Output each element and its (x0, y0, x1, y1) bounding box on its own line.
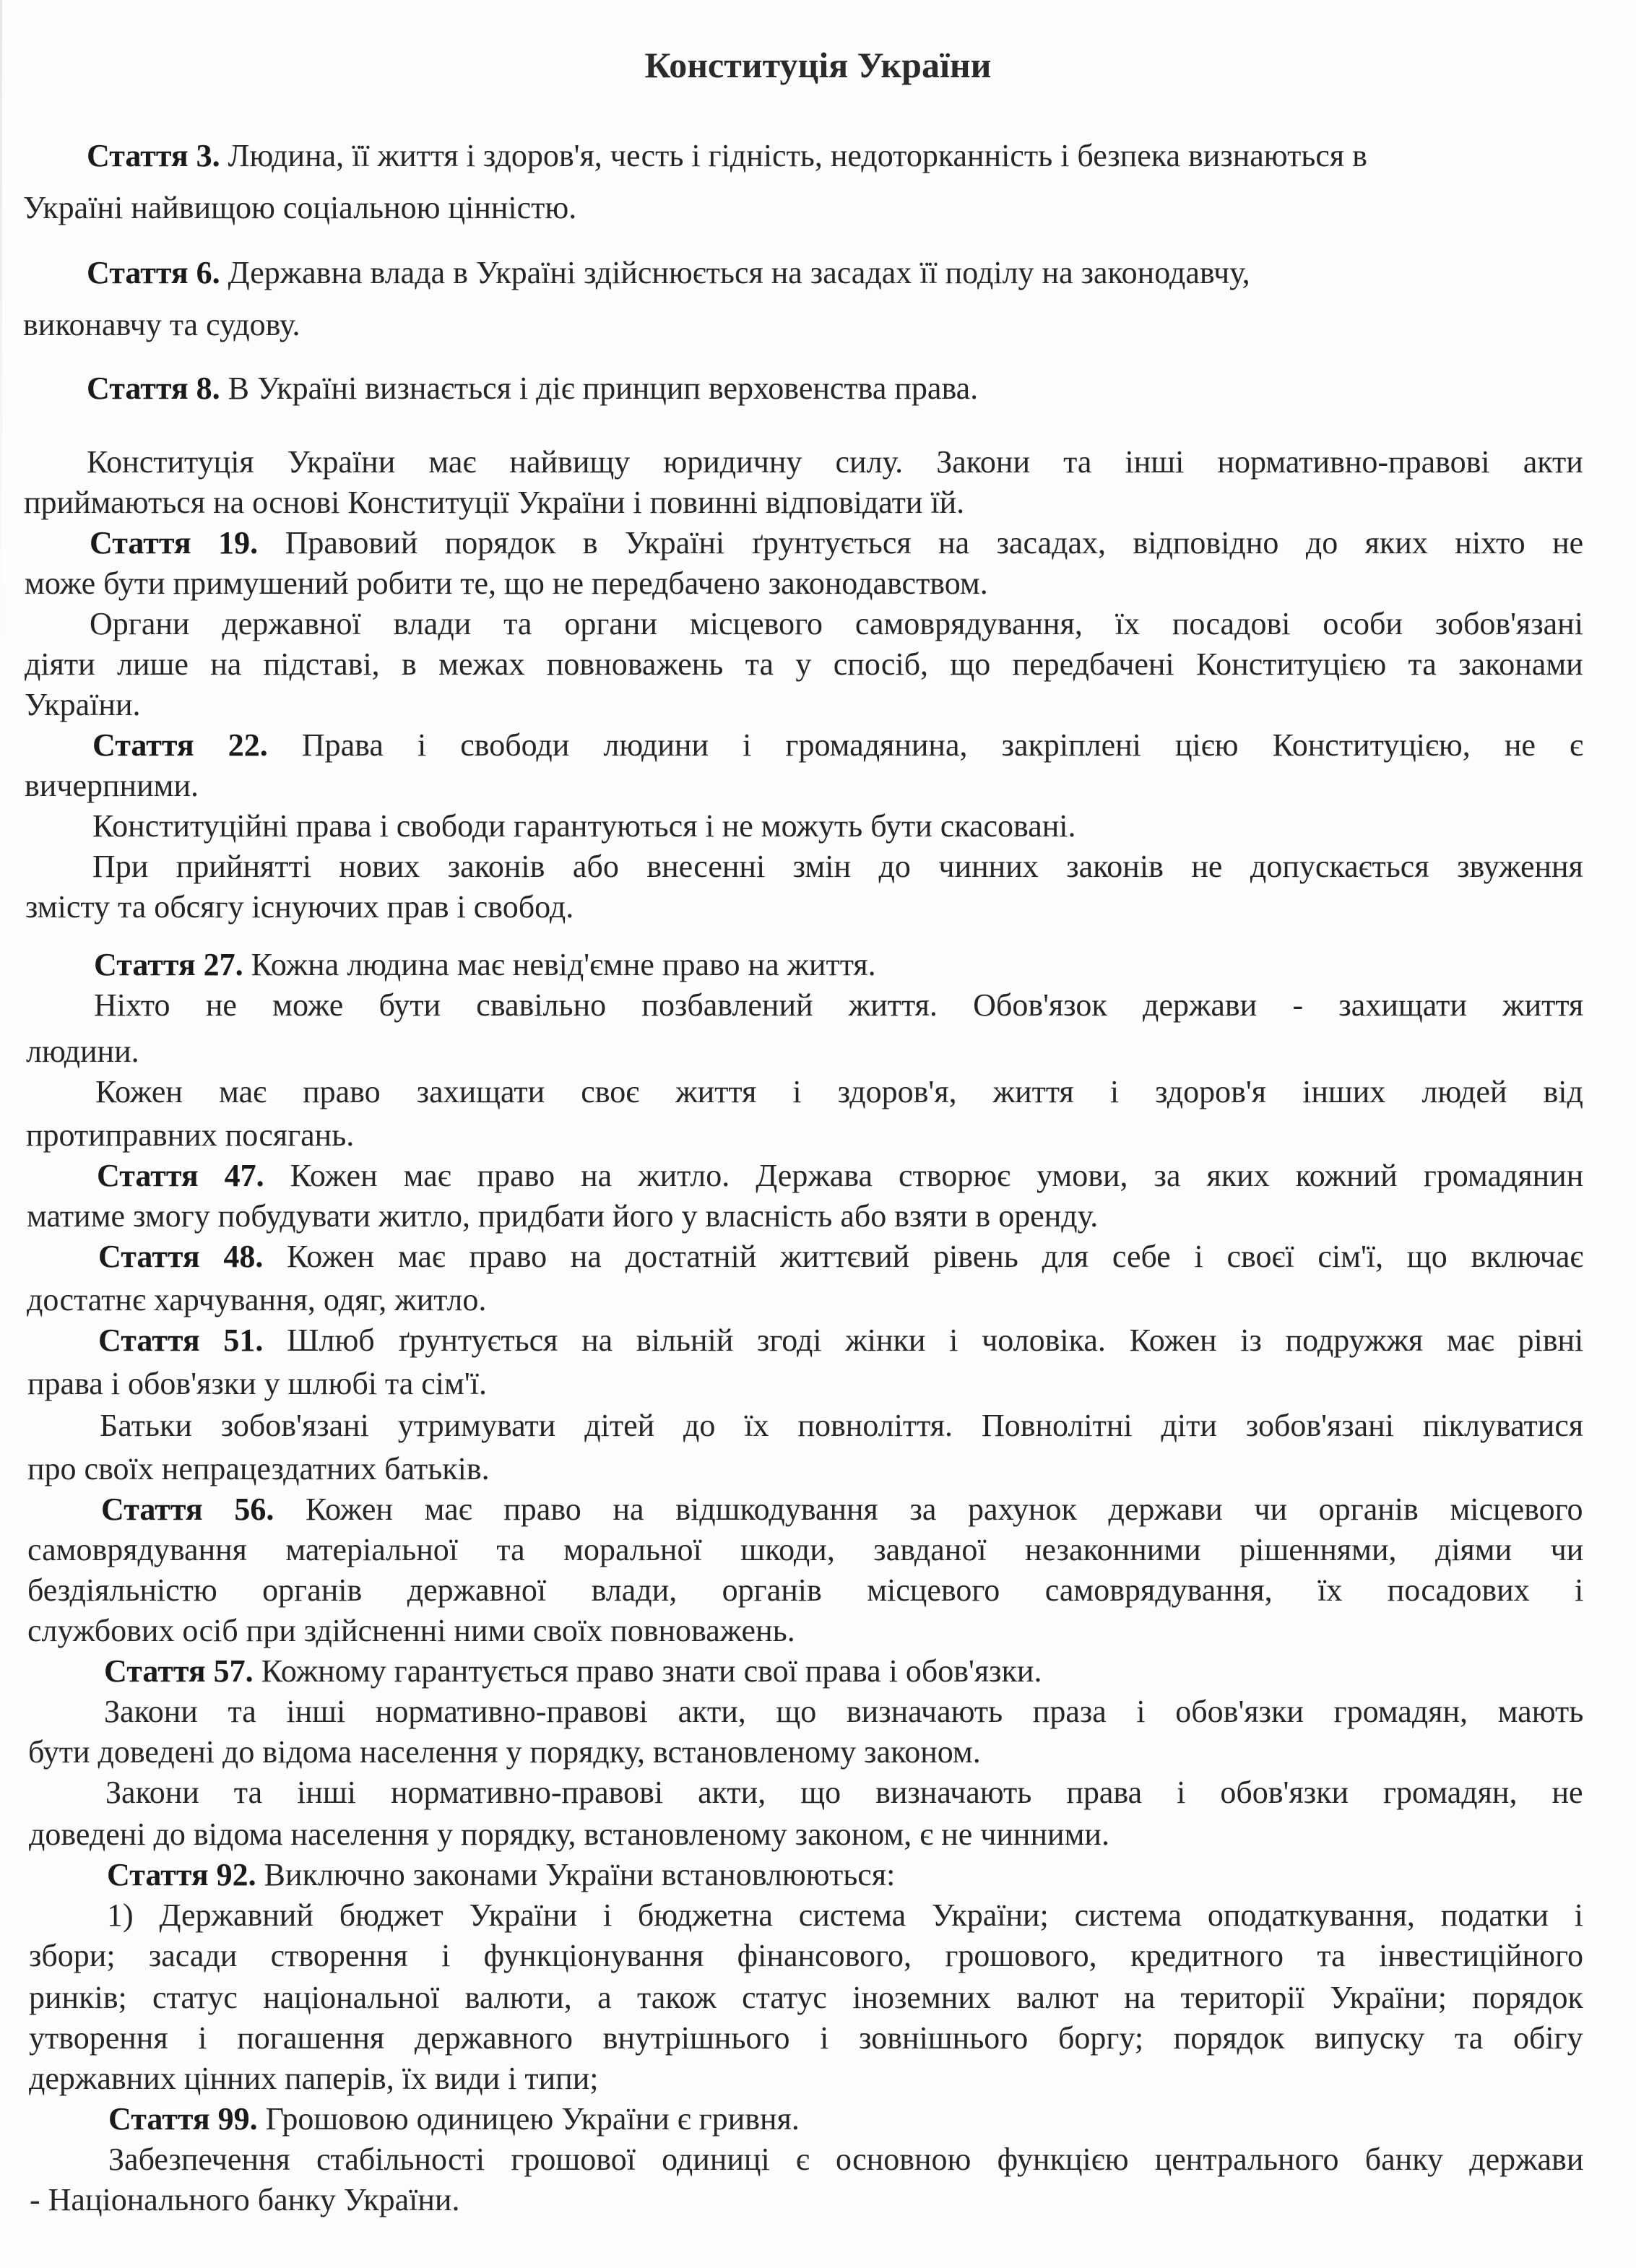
paragraph-text: Ніхто не може бути свавільно позбавлений життя. Обов'язок держави - захищати життя (94, 987, 1584, 1023)
paragraph-line (30, 2181, 459, 2219)
paragraph-text: збори; засади створення і функціонування фінансового, грошового, кредитного та інвестиційного (29, 1938, 1583, 1973)
paragraph-first-line (105, 1774, 1583, 1812)
paragraph-first-line (97, 1157, 1583, 1195)
paragraph-first-line (101, 1491, 1583, 1528)
article-label: Стаття 92. (107, 1857, 256, 1892)
paragraph-text: Україні найвищою соціальною цінністю. (23, 190, 577, 225)
paragraph-line (29, 2060, 599, 2098)
paragraph-first-line (87, 137, 1367, 175)
paragraph-text: самоврядування матеріальної та моральної шкоди, завданої незаконними рішеннями, діями чи (27, 1532, 1584, 1567)
paragraph-text: Кожен має право захищати своє життя і здоров'я, життя і здоров'я інших людей від (95, 1074, 1583, 1109)
paragraph-first-line (92, 808, 1076, 845)
article-label: Стаття 56. (101, 1492, 274, 1527)
paragraph-text: бездіяльністю органів державної влади, органів місцевого самоврядування, їх посадових і (27, 1572, 1584, 1608)
paragraph-line (29, 1979, 1583, 2017)
article-label: Стаття 3. (87, 138, 220, 173)
paragraph-first-line (87, 443, 1583, 481)
paragraph-text: Грошовою одиницею України є гривня. (265, 2101, 800, 2137)
scan-edge (0, 0, 2, 650)
paragraph-text: діяти лише на підставі, в межах повноважень та у спосіб, що передбачені Конституцією та законами (25, 646, 1583, 682)
paragraph-text: Права і свободи людини і громадянина, закріплені цією Конституцією, не є (301, 727, 1583, 763)
paragraph-text: В Україні визнається і діє принцип верховенства права. (228, 371, 979, 406)
paragraph-first-line (92, 727, 1583, 764)
paragraph-text: Забезпечення стабільності грошової одиниці є основною функцією центрального банку держави (108, 2142, 1584, 2177)
paragraph-text: матиме змогу побудувати житло, придбати його у власність або взяти в оренду. (27, 1198, 1099, 1234)
paragraph-first-line (98, 1322, 1583, 1359)
paragraph-text: доведені до відома населення у порядку, встановленому законом, є не чинними. (29, 1817, 1109, 1852)
paragraph-line (29, 1816, 1109, 1853)
paragraph-line (27, 1365, 487, 1403)
paragraph-line (25, 686, 141, 724)
paragraph-text: приймаються на основі Конституції України і повинні відповідати їй. (24, 485, 965, 520)
paragraph-first-line (100, 1407, 1583, 1445)
paragraph-line (27, 1281, 486, 1319)
paragraph-first-line (98, 1238, 1583, 1276)
paragraph-text: Державна влада в Україні здійснюється на засадах її поділу на законодавчу, (228, 255, 1250, 290)
article-label: Стаття 6. (87, 255, 220, 290)
paragraph-first-line (90, 524, 1583, 562)
paragraph-first-line (87, 370, 978, 407)
article-label: Стаття 47. (97, 1158, 264, 1193)
paragraph-text: Шлюб ґрунтується на вільній згоді жінки і чоловіка. Кожен із подружжя має рівні (287, 1323, 1584, 1358)
paragraph-text: Кожному гарантується право знати свої права і обов'язки. (261, 1653, 1042, 1689)
article-label: Стаття 8. (87, 371, 220, 406)
paragraph-first-line (104, 1693, 1583, 1731)
paragraph-text: Кожна людина має невід'ємне право на життя. (251, 947, 876, 982)
paragraph-text: Закони та інші нормативно-правові акти, що визначають праза і обов'язки громадян, мають (104, 1694, 1584, 1729)
paragraph-line (25, 888, 574, 926)
article-label: Стаття 57. (104, 1653, 254, 1689)
paragraph-line (23, 306, 300, 344)
paragraph-text: людини. (26, 1034, 139, 1069)
paragraph-text: Виключно законами України встановлюються: (264, 1857, 896, 1892)
paragraph-line (29, 1937, 1583, 1975)
paragraph-text: Кожен має право на відшкодування за рахунок держави чи органів місцевого (306, 1492, 1583, 1527)
paragraph-line (29, 2020, 1583, 2057)
paragraph-first-line (95, 1073, 1583, 1111)
paragraph-line (25, 565, 988, 602)
paragraph-line (25, 646, 1583, 683)
article-label: Стаття 19. (90, 525, 259, 560)
paragraph-line (23, 189, 576, 227)
paragraph-text: Конституційні права і свободи гарантуються і не можуть бути скасовані. (92, 808, 1076, 844)
paragraph-first-line (107, 1897, 1583, 1934)
paragraph-line (27, 1531, 1583, 1569)
article-label: Стаття 51. (98, 1323, 264, 1358)
article-label: Стаття 48. (98, 1239, 264, 1274)
paragraph-first-line (107, 1856, 895, 1894)
paragraph-first-line (94, 946, 876, 984)
paragraph-text: При прийнятті нових законів або внесенні змін до чинних законів не допускається звуження (92, 849, 1583, 884)
paragraph-text: Правовий порядок в Україні ґрунтується на засадах, відповідно до яких ніхто не (285, 525, 1584, 560)
paragraph-text: вичерпними. (25, 768, 199, 803)
paragraph-text: 1) Державний бюджет України і бюджетна система України; система оподаткування, податки і (107, 1897, 1583, 1933)
paragraph-line (25, 767, 199, 805)
paragraph-text: права і обов'язки у шлюбі та сім'ї. (27, 1366, 488, 1401)
paragraph-line (27, 1450, 490, 1488)
paragraph-text: України. (25, 687, 141, 722)
paragraph-first-line (108, 2141, 1583, 2178)
paragraph-first-line (94, 987, 1583, 1024)
paragraph-line (27, 1198, 1098, 1235)
paragraph-text: змісту та обсягу існуючих прав і свобод. (25, 889, 574, 925)
paragraph-text: Батьки зобов'язані утримувати дітей до їх повноліття. Повнолітні діти зобов'язані піклуватися (100, 1408, 1584, 1443)
page-title: Конституція України (644, 45, 992, 85)
paragraph-text: Закони та інші нормативно-правові акти, що визначають права і обов'язки громадян, не (105, 1775, 1583, 1810)
paragraph-line (28, 1734, 981, 1771)
paragraph-text: службових осіб при здійсненні ними своїх повноважень. (27, 1613, 795, 1648)
paragraph-text: про своїх непрацездатних батьків. (27, 1451, 490, 1486)
article-label: Стаття 99. (108, 2101, 258, 2137)
paragraph-line (27, 1612, 795, 1650)
paragraph-text: Людина, її життя і здоров'я, честь і гідність, недоторканність і безпека визнаються в (228, 138, 1367, 173)
paragraph-text: утворення і погашення державного внутрішнього і зовнішнього боргу; порядок випуску та обігу (29, 2020, 1583, 2056)
paragraph-line (26, 1033, 139, 1070)
paragraph-text: ринків; статус національної валюти, а також статус іноземних валют на території України; порядок (29, 1980, 1583, 2015)
article-label: Стаття 22. (92, 727, 268, 763)
paragraph-line (27, 1572, 1583, 1609)
paragraph-first-line (92, 848, 1583, 886)
paragraph-first-line (87, 254, 1250, 292)
paragraph-line (24, 484, 964, 521)
paragraph-first-line (104, 1653, 1042, 1690)
paragraph-text: державних цінних паперів, їх види і типи; (29, 2061, 599, 2096)
paragraph-text: Органи державної влади та органи місцевого самоврядування, їх посадові особи зобов'язані (90, 606, 1583, 641)
paragraph-text: достатнє харчування, одяг, житло. (27, 1282, 487, 1317)
paragraph-text: виконавчу та судову. (23, 307, 300, 342)
paragraph-text: - Національного банку України. (30, 2182, 460, 2217)
paragraph-text: протиправних посягань. (26, 1117, 355, 1153)
paragraph-text: Конституція України має найвищу юридичну силу. Закони та інші нормативно-правові акти (87, 444, 1583, 480)
paragraph-first-line (90, 605, 1583, 643)
paragraph-text: Кожен має право на достатній життєвий рівень для себе і своєї сім'ї, що включає (287, 1239, 1584, 1274)
paragraph-text: Кожен має право на житло. Держава створює умови, за яких кожний громадянин (290, 1158, 1584, 1193)
paragraph-text: може бути примушений робити те, що не передбачено законодавством. (25, 566, 988, 601)
paragraph-line (26, 1117, 354, 1154)
paragraph-text: бути доведені до відома населення у порядку, встановленому законом. (28, 1734, 981, 1770)
paragraph-first-line (108, 2100, 800, 2138)
article-label: Стаття 27. (94, 947, 243, 982)
